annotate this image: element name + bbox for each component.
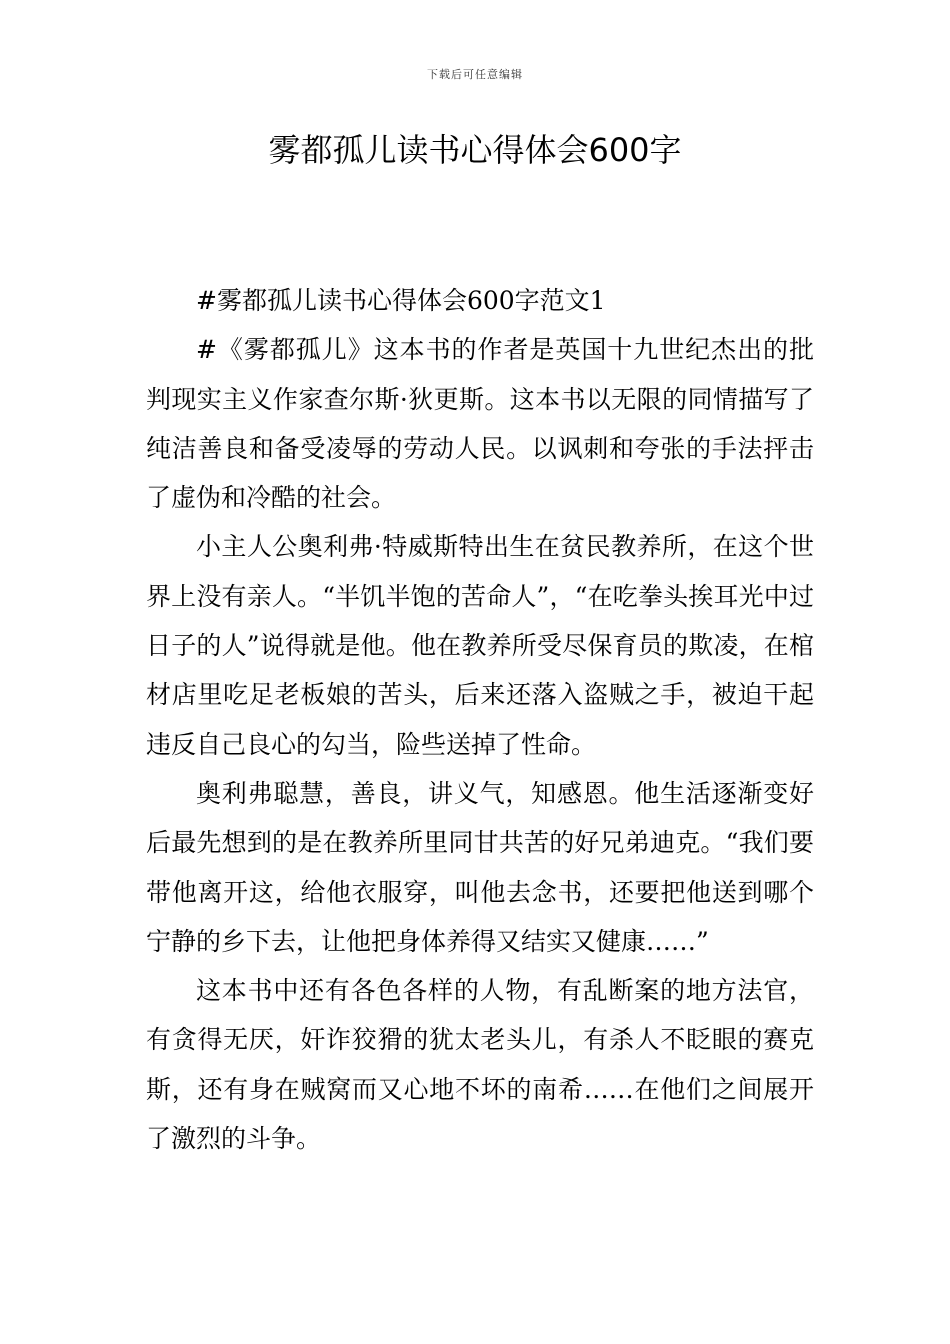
- paragraph-protagonist: 小主人公奥利弗·特威斯特出生在贫民教养所，在这个世界上没有亲人。“半饥半饱的苦命人”，“在吃拳头挨耳光中过日子的人”说得就是他。他在教养所受尽保育员的欺凌，在棺材店里吃足老板娘的苦头，后来还落入盗贼之手，被迫干起违反自己良心的勾当，险些送掉了性命。: [146, 532, 814, 759]
- header-note: 下载后可任意编辑: [427, 68, 523, 81]
- document-title: 雾都孤儿读书心得体会600字: [268, 131, 682, 169]
- paragraph-section-heading: #雾都孤儿读书心得体会600字范文1: [196, 286, 606, 315]
- paragraph-character: 奥利弗聪慧，善良，讲义气，知感恩。他生活逐渐变好后最先想到的是在教养所里同甘共苦的好兄弟迪克。“我们要带他离开这，给他衣服穿，叫他去念书，还要把他送到哪个宁静的乡下去，让他把身体养得又结实又健康……”: [146, 778, 814, 956]
- document-body: [146, 276, 814, 1163]
- paragraph-other-characters: 这本书中还有各色各样的人物，有乱断案的地方法官，有贪得无厌，奸诈狡猾的犹太老头儿，有杀人不眨眼的赛克斯，还有身在贼窝而又心地不坏的南希……在他们之间展开了激烈的斗争。: [146, 976, 814, 1154]
- paragraph-intro: #《雾都孤儿》这本书的作者是英国十九世纪杰出的批判现实主义作家查尔斯·狄更斯。这本书以无限的同情描写了纯洁善良和备受凌辱的劳动人民。以讽刺和夸张的手法抨击了虚伪和冷酷的社会。: [146, 335, 814, 513]
